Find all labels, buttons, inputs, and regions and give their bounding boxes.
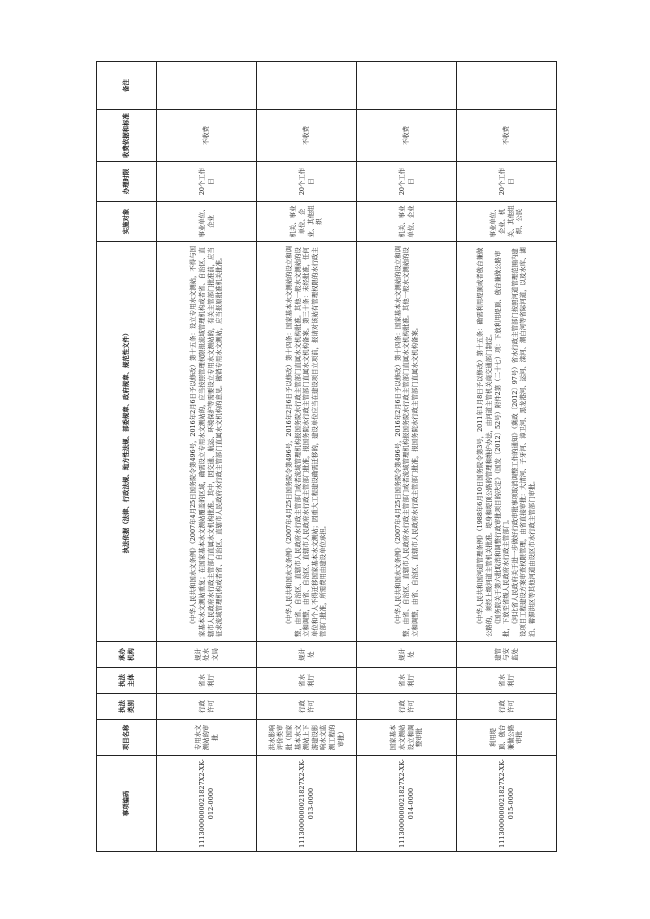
table-row bbox=[457, 62, 557, 852]
item-code: 1113000000021827X2-XK-014-0000 bbox=[357, 756, 457, 852]
item-subject: 省水利厅 bbox=[457, 668, 557, 694]
item-time: 20个工作日 bbox=[457, 162, 557, 202]
item-remark bbox=[357, 62, 457, 110]
header-remark: 备注 bbox=[97, 62, 157, 110]
item-name: 利用堤顶、戗台兼做公路审批 bbox=[457, 720, 557, 756]
basis-paragraph: 《中华人民共和国水文条例》（2007年4月25日国务院令第496号，2016年2月6日予以修改）第十四条：国家基本水文测站的设立和调整，由省、自治区、直辖市人民政府水行政主管部门或者流域管理机构报国务院水行政主管部门直属水文机构批准。其他一般水文测站的设立和调整，由省、自治区、直辖市人民政府水行政主管部门批准，报国务院水行政主管部门直属水文机构备案。第三十条：未经批准，任何单位和个人不得迁移国家基本水文测站；因重大工程建设确需迁移的，建设单位应当在建设项目立项前，报请对该站有管理权限的水行政主管部门批准，所需费用由建设单位承担。 bbox=[284, 246, 328, 637]
item-basis bbox=[257, 242, 357, 642]
item-target: 机关、事业单位、企业 bbox=[357, 202, 457, 242]
item-fee: 不收费 bbox=[157, 110, 257, 162]
header-code: 事项编码 bbox=[97, 756, 157, 852]
item-time: 20个工作日 bbox=[357, 162, 457, 202]
table-row bbox=[357, 62, 457, 852]
item-target: 机关、事业单位、企业、其他组织 bbox=[257, 202, 357, 242]
item-fee: 不收费 bbox=[257, 110, 357, 162]
item-category: 行政许可 bbox=[357, 694, 457, 720]
item-remark bbox=[157, 62, 257, 110]
item-time: 20个工作日 bbox=[157, 162, 257, 202]
header-basis: 执法依据（法律、行政法规、地方性法规、部委规章、政府规章、规范性文件） bbox=[97, 242, 157, 642]
item-category: 行政许可 bbox=[457, 694, 557, 720]
header-name: 项目名称 bbox=[97, 720, 157, 756]
item-name: 专用水文测站的审批 bbox=[157, 720, 257, 756]
table-row bbox=[257, 62, 357, 852]
item-subject: 省水利厅 bbox=[157, 668, 257, 694]
item-target: 事业单位、企业 bbox=[157, 202, 257, 242]
item-category: 行政许可 bbox=[157, 694, 257, 720]
item-fee: 不收费 bbox=[457, 110, 557, 162]
basis-paragraph: 《河北省人民政府关于进一步做好行政审批事项取消调整工作的通知》（冀政〔2012〕97号）省水行政主管部门按照河道管理范围内建设项目工程建设方案审查权限管理，由省直接审批：大清河、子牙河、漳卫河、黑龙港河、运河、滦河、潮白河等省际河道，以及水库、湖泊、蓄滞洪区等其他河道由设区市水行政主管部门审批。 bbox=[510, 247, 537, 637]
header-org: 承办机构 bbox=[97, 642, 157, 668]
item-remark bbox=[257, 62, 357, 110]
item-remark bbox=[457, 62, 557, 110]
basis-paragraph: 《国务院关于第六批取消和调整行政审批项目的决定》（国发〔2012〕52号）附件2第（二十七）项：下放利用堤顶、戗台兼做公路审批，下放至省级人民政府水行政主管部门。 bbox=[493, 250, 511, 637]
item-code: 1113000000021827X2-XK-013-0000 bbox=[257, 756, 357, 852]
header-target: 实施对象 bbox=[97, 202, 157, 242]
enforcement-table bbox=[96, 61, 557, 852]
item-fee: 不收费 bbox=[357, 110, 457, 162]
header-category: 执法类别 bbox=[97, 694, 157, 720]
item-org: 规计处 bbox=[357, 642, 457, 668]
basis-paragraph: 《中华人民共和国水文条例》（2007年4月25日国务院令第496号，2016年2月6日予以修改）第十四条：国家基本水文测站的设立和调整，由省、自治区、直辖市人民政府水行政主管部门或者流域管理机构报国务院水行政主管部门直属水文机构批准。其他一般水文测站的设立和调整，由省、自治区、直辖市人民政府水行政主管部门批准，报国务院水行政主管部门直属水文机构备案。 bbox=[393, 246, 419, 637]
table-row bbox=[157, 62, 257, 852]
item-subject: 省水利厅 bbox=[257, 668, 357, 694]
basis-paragraph: 《中华人民共和国水文条例》（2007年4月25日国务院令第496号，2016年2月6日予以修改）第十五条：设立专用水文测站，不得与国家基本水文测站重复；在国家基本水文测站覆盖的区域，确需设立专用水文测站的，应当按照管理权限报流域管理机构或者省、自治区、直辖市人民政府水行政主管部门直属水文机构批准。其中，因交通、航运、环境保护等需要设立专用水文测站的，有关主管部门批准前，应当征求流域管理机构或者省、自治区、直辖市人民政府水行政主管部门直属水文机构的意见。撤销专用水文测站，应当报原批准机关批准。 bbox=[189, 246, 224, 637]
item-category: 行政许可 bbox=[257, 694, 357, 720]
item-name: 国家基本水文测站设立和调整审批 bbox=[357, 720, 457, 756]
header-row bbox=[97, 62, 157, 852]
item-time: 20个工作日 bbox=[257, 162, 357, 202]
item-basis bbox=[157, 242, 257, 642]
item-name: 洪水影响评价类审批（国家基本水文测站上下游建设影响水文监测工程的审批） bbox=[257, 720, 357, 756]
item-code: 1113000000021827X2-XK-015-0000 bbox=[457, 756, 557, 852]
item-code: 1113000000021827X2-XK-012-0000 bbox=[157, 756, 257, 852]
item-basis bbox=[457, 242, 557, 642]
item-target: 事业单位、企业、机关、其他组织、公民 bbox=[457, 202, 557, 242]
item-basis bbox=[357, 242, 457, 642]
item-org: 规计处水文局 bbox=[157, 642, 257, 668]
item-org: 建管与安监处 bbox=[457, 642, 557, 668]
header-fee: 收费依据和标准 bbox=[97, 110, 157, 162]
item-org: 规计处 bbox=[257, 642, 357, 668]
item-subject: 省水利厅 bbox=[357, 668, 457, 694]
document-page bbox=[96, 62, 556, 852]
header-subject: 执法主体 bbox=[97, 668, 157, 694]
basis-paragraph: 《中华人民共和国河道管理条例》（1988年6月10日国务院令第3号，2011年1月8日予以修改）第十五条：确需利用堤顶或者戗台兼做公路的，须经上级河道主管机关批准。堤身和堤顶公路的管理和维护办法，由河道主管机关商交通部门制定。 bbox=[476, 247, 493, 637]
header-time: 办理时限 bbox=[97, 162, 157, 202]
